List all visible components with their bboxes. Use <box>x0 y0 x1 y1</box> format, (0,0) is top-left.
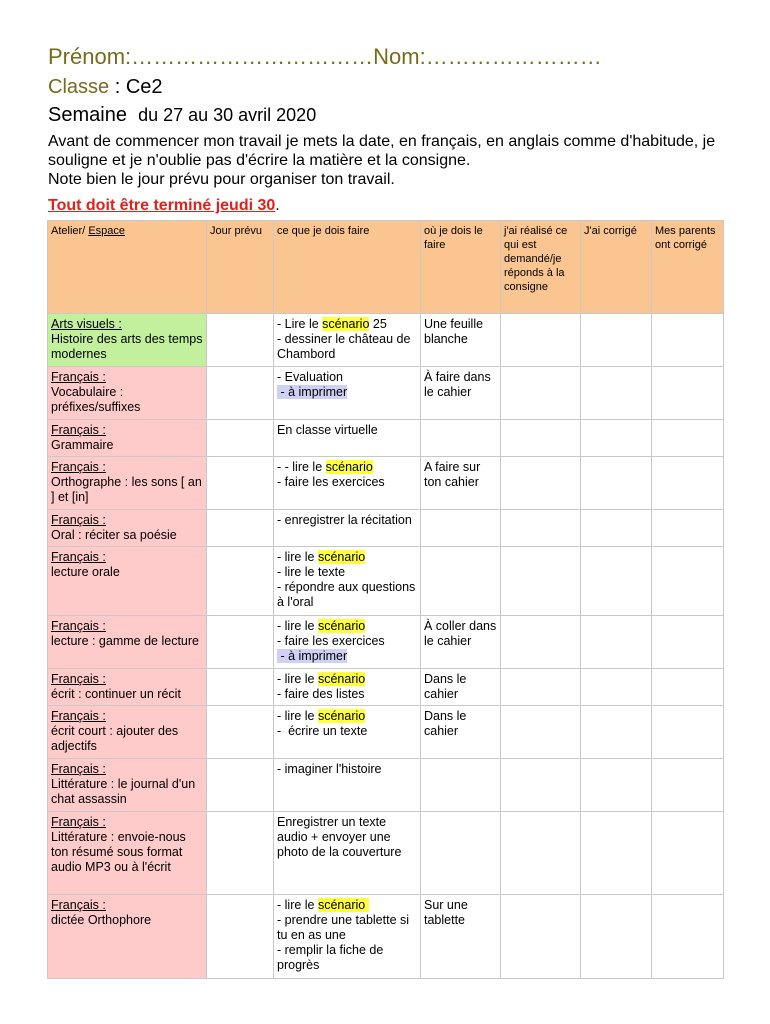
where-cell: À faire dans le cahier <box>421 367 501 420</box>
name-line <box>48 44 602 70</box>
jour-cell[interactable] <box>207 759 274 812</box>
table-row <box>48 420 724 457</box>
nom-label: Nom: <box>373 44 426 69</box>
corrige-cell[interactable] <box>581 669 652 706</box>
subject-cell <box>48 812 207 895</box>
subject-cell <box>48 706 207 759</box>
semaine-label: Semaine <box>48 104 127 126</box>
subject-label: Français : <box>51 762 106 776</box>
table-header-row <box>48 221 724 314</box>
realise-cell[interactable] <box>501 367 581 420</box>
subject-label: Français : <box>51 815 106 829</box>
parents-cell[interactable] <box>652 616 724 669</box>
subject-cell <box>48 420 207 457</box>
col-ce-que: ce que je dois faire <box>274 221 421 314</box>
realise-cell[interactable] <box>501 812 581 895</box>
subject-label: Français : <box>51 672 106 686</box>
parents-cell[interactable] <box>652 669 724 706</box>
corrige-cell[interactable] <box>581 367 652 420</box>
corrige-cell[interactable] <box>581 706 652 759</box>
topic-label: Orthographe : les sons [ an ] et [in] <box>51 475 202 504</box>
deadline-notice <box>48 197 280 215</box>
where-cell: Dans le cahier <box>421 706 501 759</box>
realise-cell[interactable] <box>501 314 581 367</box>
topic-label: Vocabulaire : préfixes/suffixes <box>51 385 141 414</box>
task-cell: - lire le scénario - faire des listes <box>274 669 421 706</box>
subject-label: Arts visuels : <box>51 317 122 331</box>
parents-cell[interactable] <box>652 457 724 510</box>
jour-cell[interactable] <box>207 812 274 895</box>
jour-cell[interactable] <box>207 510 274 547</box>
where-cell: Une feuille blanche <box>421 314 501 367</box>
where-cell: A faire sur ton cahier <box>421 457 501 510</box>
jour-cell[interactable] <box>207 895 274 979</box>
nom-blank[interactable]: …………………… <box>425 44 602 69</box>
classe-separator: : <box>109 76 126 98</box>
task-cell: - lire le scénario - lire le texte - répondre aux questions à l'oral <box>274 547 421 616</box>
realise-cell[interactable] <box>501 616 581 669</box>
classe-line <box>48 76 163 99</box>
jour-cell[interactable] <box>207 547 274 616</box>
col-jour: Jour prévu <box>207 221 274 314</box>
jour-cell[interactable] <box>207 457 274 510</box>
subject-label: Français : <box>51 619 106 633</box>
subject-cell <box>48 367 207 420</box>
topic-label: lecture : gamme de lecture <box>51 634 199 648</box>
classe-value: Ce2 <box>125 76 163 98</box>
col-corrige: J'ai corrigé <box>581 221 652 314</box>
jour-cell[interactable] <box>207 367 274 420</box>
subject-cell <box>48 314 207 367</box>
jour-cell[interactable] <box>207 420 274 457</box>
highlight-scenario: scénario <box>317 550 366 564</box>
topic-label: Histoire des arts des temps modernes <box>51 332 203 361</box>
where-cell <box>421 547 501 616</box>
semaine-dates: du 27 au 30 avril 2020 <box>138 105 317 125</box>
deadline-text: Tout doit être terminé jeudi 30 <box>48 197 276 214</box>
parents-cell[interactable] <box>652 420 724 457</box>
parents-cell[interactable] <box>652 895 724 979</box>
highlight-scenario: scénario <box>322 317 370 331</box>
col-atelier: Atelier/ Espace <box>48 221 207 314</box>
parents-cell[interactable] <box>652 367 724 420</box>
task-cell: En classe virtuelle <box>274 420 421 457</box>
task-cell: - enregistrer la récitation <box>274 510 421 547</box>
col-espace-label: Espace <box>88 225 126 237</box>
jour-cell[interactable] <box>207 706 274 759</box>
corrige-cell[interactable] <box>581 510 652 547</box>
where-cell: Sur une tablette <box>421 895 501 979</box>
where-cell: À coller dans le cahier <box>421 616 501 669</box>
realise-cell[interactable] <box>501 669 581 706</box>
parents-cell[interactable] <box>652 706 724 759</box>
realise-cell[interactable] <box>501 510 581 547</box>
subject-cell <box>48 669 207 706</box>
realise-cell[interactable] <box>501 420 581 457</box>
print-highlight: - à imprimer <box>277 385 348 399</box>
task-cell: - lire le scénario - prendre une tablette si tu en as une - remplir la fiche de progrès <box>274 895 421 979</box>
highlight-scenario: scénario <box>317 619 366 633</box>
col-realise: j'ai réalisé ce qui est demandé/je réponds à la consigne <box>501 221 581 314</box>
subject-label: Français : <box>51 370 106 384</box>
work-plan-table <box>47 220 724 979</box>
where-cell <box>421 812 501 895</box>
corrige-cell[interactable] <box>581 759 652 812</box>
instructions-p2: Note bien le jour prévu pour organiser ton travail. <box>48 171 395 188</box>
prenom-label: Prénom: <box>48 44 132 69</box>
subject-cell <box>48 510 207 547</box>
col-ou: où je dois le faire <box>421 221 501 314</box>
subject-label: Français : <box>51 460 106 474</box>
subject-cell <box>48 547 207 616</box>
table-row <box>48 616 724 669</box>
table-row <box>48 367 724 420</box>
subject-cell <box>48 895 207 979</box>
topic-label: dictée Orthophore <box>51 913 152 927</box>
task-cell: - imaginer l'histoire <box>274 759 421 812</box>
table-row <box>48 457 724 510</box>
table-row <box>48 669 724 706</box>
corrige-cell[interactable] <box>581 314 652 367</box>
table-row <box>48 547 724 616</box>
semaine-line <box>48 104 316 127</box>
where-cell: Dans le cahier <box>421 669 501 706</box>
realise-cell[interactable] <box>501 457 581 510</box>
task-cell: - - lire le scénario - faire les exercices <box>274 457 421 510</box>
where-cell <box>421 759 501 812</box>
where-cell <box>421 420 501 457</box>
task-cell: - Evaluation - à imprimer <box>274 367 421 420</box>
jour-cell[interactable] <box>207 314 274 367</box>
instructions-p1: Avant de commencer mon travail je mets la date, en français, en anglais comme d'habitude, je souligne et je n'oublie pas d'écrire la matière et la consigne. <box>48 133 716 169</box>
table-row <box>48 314 724 367</box>
jour-cell[interactable] <box>207 616 274 669</box>
parents-cell[interactable] <box>652 759 724 812</box>
corrige-cell[interactable] <box>581 547 652 616</box>
where-cell <box>421 510 501 547</box>
task-cell: - lire le scénario - écrire un texte <box>274 706 421 759</box>
topic-label: écrit court : ajouter des adjectifs <box>51 724 179 753</box>
table-row <box>48 706 724 759</box>
classe-label: Classe <box>48 76 110 98</box>
parents-cell[interactable] <box>652 812 724 895</box>
subject-label: Français : <box>51 550 106 564</box>
realise-cell[interactable] <box>501 547 581 616</box>
col-parents: Mes parents ont corrigé <box>652 221 724 314</box>
parents-cell[interactable] <box>652 547 724 616</box>
realise-cell[interactable] <box>501 706 581 759</box>
jour-cell[interactable] <box>207 669 274 706</box>
table-row <box>48 812 724 895</box>
topic-label: Oral : réciter sa poésie <box>51 528 177 542</box>
corrige-cell[interactable] <box>581 616 652 669</box>
subject-cell <box>48 457 207 510</box>
highlight-scenario: scénario <box>317 672 366 686</box>
topic-label: Littérature : envoie-nous ton résumé sous format audio MP3 ou à l'écrit <box>51 830 186 874</box>
highlight-scenario: scénario <box>317 709 366 723</box>
topic-label: Littérature : le journal d'un chat assassin <box>51 777 196 806</box>
subject-cell <box>48 759 207 812</box>
table-row <box>48 510 724 547</box>
topic-label: lecture orale <box>51 565 120 579</box>
topic-label: Grammaire <box>51 438 114 452</box>
highlight-scenario: scénario <box>325 460 373 474</box>
table-row <box>48 895 724 979</box>
instructions <box>48 132 748 189</box>
topic-label: écrit : continuer un récit <box>51 687 181 701</box>
corrige-cell[interactable] <box>581 457 652 510</box>
subject-label: Français : <box>51 709 106 723</box>
corrige-cell[interactable] <box>581 812 652 895</box>
task-cell: - lire le scénario - faire les exercices - à imprimer <box>274 616 421 669</box>
realise-cell[interactable] <box>501 895 581 979</box>
prenom-blank[interactable]: …………………………… <box>131 44 374 69</box>
realise-cell[interactable] <box>501 759 581 812</box>
table-row <box>48 759 724 812</box>
highlight-scenario: scénario <box>317 898 369 912</box>
deadline-period: . <box>275 197 280 214</box>
print-highlight: - à imprimer <box>277 649 348 663</box>
subject-label: Français : <box>51 513 106 527</box>
parents-cell[interactable] <box>652 314 724 367</box>
parents-cell[interactable] <box>652 510 724 547</box>
task-cell: - Lire le scénario 25 - dessiner le château de Chambord <box>274 314 421 367</box>
corrige-cell[interactable] <box>581 420 652 457</box>
task-cell: Enregistrer un texte audio + envoyer une photo de la couverture <box>274 812 421 895</box>
subject-label: Français : <box>51 423 106 437</box>
subject-cell <box>48 616 207 669</box>
subject-label: Français : <box>51 898 106 912</box>
corrige-cell[interactable] <box>581 895 652 979</box>
